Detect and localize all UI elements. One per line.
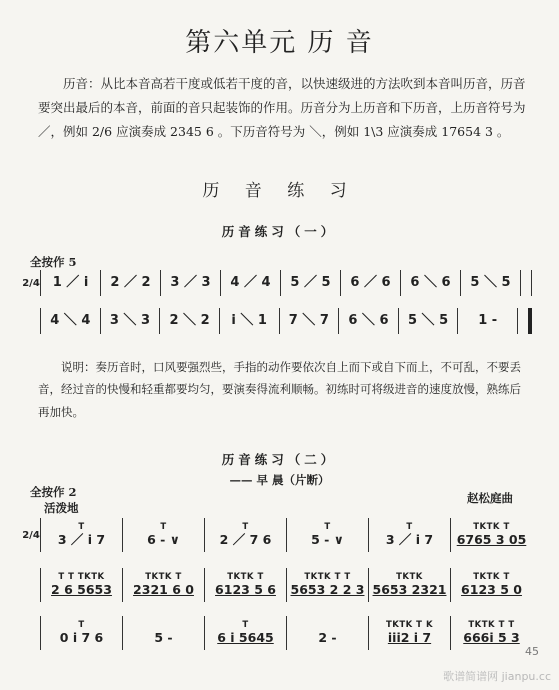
measure: 2 - xyxy=(286,616,368,650)
intro-text: 历音：从比本音高若干度或低若干度的音，以快速级进的方法吹到本音叫历音，历音要突出最后的本音，前面的音只起装饰的作用。历音分为上历音和下历音，上历音符号为 ／，例如 2/6 应演奏成 2345 6 。下历音符号为 ＼，例如 1\3 应演奏成 17654 3 。 xyxy=(38,76,526,139)
exercise1-row1 xyxy=(22,270,532,296)
measure: TKTK T 6765 3 05 xyxy=(450,518,532,552)
exercise2-row1 xyxy=(22,518,532,552)
measure: T 2 ／ 7 6 xyxy=(204,518,286,552)
measure: 6 ＼ 6 xyxy=(400,270,460,296)
exercise2-subtitle: —— 早 晨（片断） xyxy=(229,473,330,487)
measure: TKTK T 6123 5 0 xyxy=(450,568,532,602)
measure: T T TKTK 2 6 5653 xyxy=(40,568,122,602)
exercise1-title: 历音练习（一） xyxy=(221,224,338,239)
measure: 3 ＼ 3 xyxy=(100,308,160,334)
page-title: 第六单元 历 音 xyxy=(185,28,374,58)
exercise2-row2 xyxy=(22,568,532,602)
measure: TKTK T T 5653 2 2 3 xyxy=(286,568,368,602)
measure: 6 ／ 6 xyxy=(340,270,400,296)
exercise1-row2 xyxy=(22,308,532,334)
exercise2-title: 历音练习（二） xyxy=(221,452,338,467)
measure: T 3 ／ i 7 xyxy=(368,518,450,552)
measure: 1 - xyxy=(457,308,517,334)
page-number: 45 xyxy=(525,645,539,658)
measure: 3 ／ 3 xyxy=(160,270,220,296)
measure: T 3 ／ i 7 xyxy=(40,518,122,552)
measure: T 6 i 5645 xyxy=(204,616,286,650)
barline xyxy=(520,270,532,296)
tempo-marking: 活泼地 xyxy=(44,501,79,515)
intro-paragraph xyxy=(38,72,526,143)
measure: TKTK T 2321 6 0 xyxy=(122,568,204,602)
measure: 5 ＼ 5 xyxy=(398,308,458,334)
measure: 6 ＼ 6 xyxy=(338,308,398,334)
exercise2-row3 xyxy=(22,616,532,650)
measure: TKTK T 6123 5 6 xyxy=(204,568,286,602)
measure: 4 ＼ 4 xyxy=(40,308,100,334)
measure: 5 ／ 5 xyxy=(280,270,340,296)
time-signature: 2/4 xyxy=(22,529,40,541)
measure: 5 - xyxy=(122,616,204,650)
composer: 赵松庭曲 xyxy=(467,491,513,505)
measure: i ＼ 1 xyxy=(219,308,279,334)
measure: 1 ／ i xyxy=(40,270,100,296)
measure: TKTK T T 666i 5 3 xyxy=(450,616,532,650)
final-barline xyxy=(517,308,532,334)
measure: T 6 - ∨ xyxy=(122,518,204,552)
measure: TKTK T K iii2 i 7 xyxy=(368,616,450,650)
measure: 2 ＼ 2 xyxy=(159,308,219,334)
watermark: 歌谱简谱网 jianpu.cc xyxy=(443,670,551,683)
explanation xyxy=(38,356,526,423)
exercise1-key: 全按作 5 xyxy=(30,255,77,269)
time-signature: 2/4 xyxy=(22,277,40,289)
measure: TKTK 5653 2321 xyxy=(368,568,450,602)
exercise2-key: 全按作 2 xyxy=(30,485,77,499)
measure: 2 ／ 2 xyxy=(100,270,160,296)
explanation-text: 说明：奏历音时，口风要强烈些，手指的动作要依次自上而下或自下而上，不可乱，不要丢音，经过音的快慢和轻重都要均匀，要演奏得流利顺畅。初练时可将级进音的速度放慢，熟练后再加快。 xyxy=(38,360,521,419)
section-title: 历 音 练 习 xyxy=(202,181,357,201)
measure: 5 ＼ 5 xyxy=(460,270,520,296)
measure: 7 ＼ 7 xyxy=(279,308,339,334)
measure: 4 ／ 4 xyxy=(220,270,280,296)
measure: T 5 - ∨ xyxy=(286,518,368,552)
measure: T 0 i 7 6 xyxy=(40,616,122,650)
